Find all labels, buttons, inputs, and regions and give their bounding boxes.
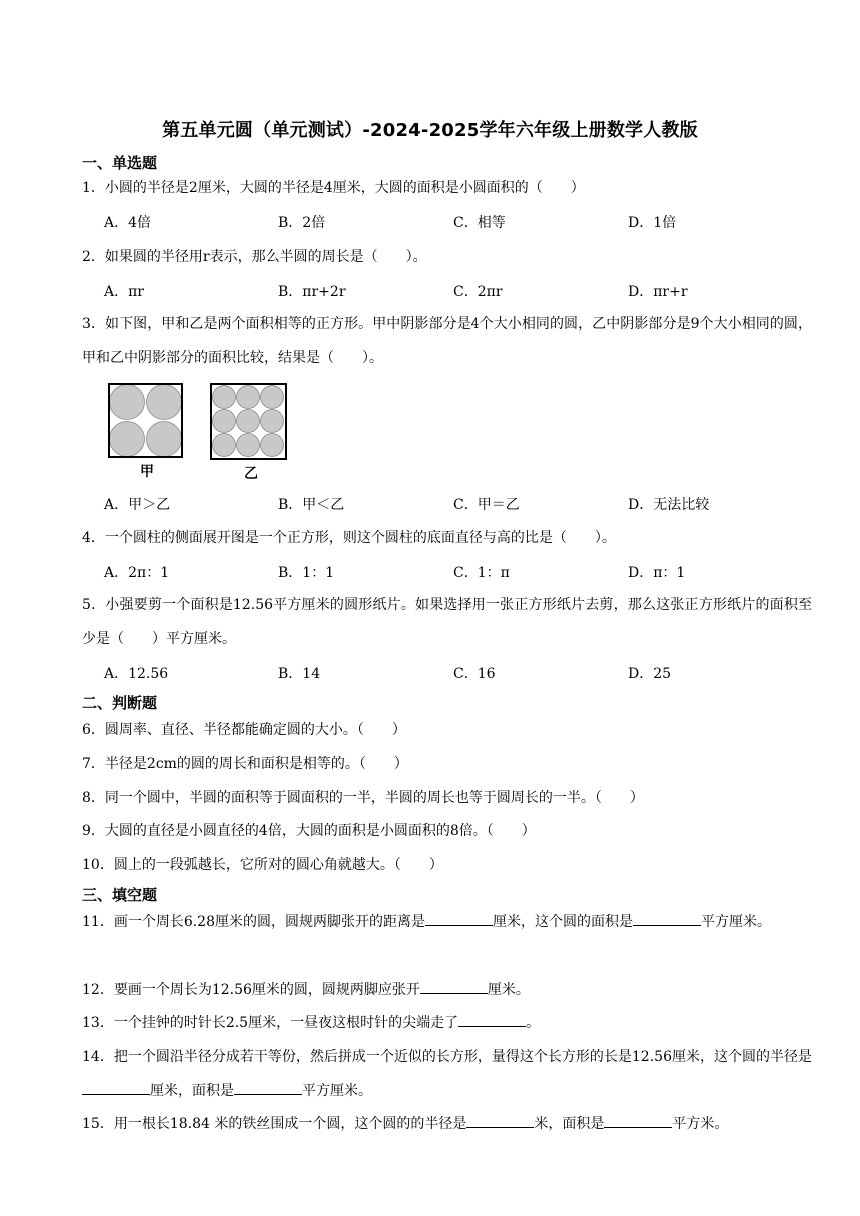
- option-d: D．无法比较: [628, 497, 710, 513]
- question-8: 8．同一个圆中，半圆的面积等于圆面积的一半，半圆的周长也等于圆周长的一半。（ ）: [82, 790, 644, 806]
- question-11-text-a: 11．画一个周长6.28厘米的圆，圆规两脚张开的距离是: [82, 914, 425, 930]
- circle: [237, 410, 260, 433]
- answer-blank[interactable]: [604, 1113, 672, 1128]
- option-a: A．甲＞乙: [104, 497, 171, 513]
- answer-blank[interactable]: [425, 911, 493, 926]
- question-11-text-c: 平方厘米。: [701, 914, 771, 930]
- square-jia: [109, 384, 182, 457]
- section-heading-fill-blank: 三、填空题: [82, 886, 158, 904]
- question-6: 6．圆周率、直径、半径都能确定圆的大小。（ ）: [82, 722, 406, 738]
- answer-blank[interactable]: [82, 1080, 150, 1095]
- section-heading-single-choice: 一、单选题: [82, 154, 158, 172]
- figure-label-jia: 甲: [140, 464, 154, 480]
- option-b: B．πr+2r: [278, 284, 346, 300]
- circle: [213, 434, 236, 457]
- question-12-text-a: 12．要画一个周长为12.56厘米的圆，圆规两脚应张开: [82, 982, 420, 998]
- option-c: C．相等: [453, 215, 506, 231]
- question-15-text-a: 15．用一根长18.84 米的铁丝围成一个圆，这个圆的的半径是: [82, 1116, 467, 1132]
- circle: [213, 410, 236, 433]
- square-yi-figure: [210, 383, 290, 463]
- circle: [147, 422, 182, 457]
- circle: [110, 385, 145, 420]
- circle: [237, 386, 260, 409]
- question-13: [82, 1012, 812, 1034]
- option-a: A．12.56: [104, 666, 169, 682]
- question-3: 3．如下图，甲和乙是两个面积相等的正方形。甲中阴影部分是4个大小相同的圆，乙中阴影部分是9个大小相同的圆，甲和乙中阴影部分的面积比较，结果是（ ）。: [82, 316, 812, 366]
- option-a: A．πr: [104, 284, 145, 300]
- option-b: B．1：1: [278, 565, 335, 581]
- option-b: B．2倍: [278, 215, 326, 231]
- question-2: 2．如果圆的半径用r表示，那么半圆的周长是（ ）。: [82, 249, 427, 265]
- circle: [261, 410, 284, 433]
- answer-blank[interactable]: [466, 1113, 534, 1128]
- option-d: D．1倍: [628, 215, 677, 231]
- question-4: 4．一个圆柱的侧面展开图是一个正方形，则这个圆柱的底面直径与高的比是（ ）。: [82, 530, 616, 546]
- figure-label-yi: 乙: [244, 466, 258, 482]
- question-9: 9．大圆的直径是小圆直径的4倍，大圆的面积是小圆面积的8倍。（ ）: [82, 823, 536, 839]
- page-title: 第五单元圆（单元测试）-2024-2025学年六年级上册数学人教版: [162, 120, 698, 141]
- option-a: A．2π：1: [104, 565, 170, 581]
- option-a: A．4倍: [104, 215, 152, 231]
- question-14-text-a: 14．把一个圆沿半径分成若干等份，然后拼成一个近似的长方形，量得这个长方形的长是12.56厘米，这个圆的半径是: [82, 1049, 812, 1065]
- option-c: C．1：π: [453, 565, 510, 581]
- option-b: B．甲＜乙: [278, 497, 345, 513]
- option-d: D．π：1: [628, 565, 686, 581]
- option-d: D．25: [628, 666, 672, 682]
- circle: [237, 434, 260, 457]
- question-13-text-b: 。: [526, 1015, 541, 1031]
- circle: [261, 386, 284, 409]
- option-c: C．甲＝乙: [453, 497, 520, 513]
- circle: [261, 434, 284, 457]
- question-15-text-c: 平方米。: [672, 1116, 729, 1132]
- question-1-options: [104, 212, 804, 234]
- answer-blank[interactable]: [420, 979, 488, 994]
- option-b: B．14: [278, 666, 321, 682]
- question-4-options: [104, 562, 804, 584]
- question-1: 1．小圆的半径是2厘米，大圆的半径是4厘米，大圆的面积是小圆面积的（ ）: [82, 180, 585, 196]
- question-12: [82, 979, 812, 1001]
- question-15-text-b: 米，面积是: [534, 1116, 605, 1132]
- question-7: 7．半径是2cm的圆的周长和面积是相等的。（ ）: [82, 756, 408, 772]
- answer-blank[interactable]: [633, 911, 701, 926]
- question-13-text-a: 13．一个挂钟的时针长2.5厘米，一昼夜这根时针的尖端走了: [82, 1015, 459, 1031]
- question-14-text-b: 厘米，面积是: [150, 1083, 234, 1099]
- option-d: D．πr+r: [628, 284, 688, 300]
- question-14-text-c: 平方厘米。: [302, 1083, 372, 1099]
- question-3-options: [104, 494, 804, 516]
- question-11: [82, 905, 812, 939]
- answer-blank[interactable]: [458, 1012, 526, 1027]
- answer-blank[interactable]: [234, 1080, 302, 1095]
- question-5-options: [104, 663, 804, 685]
- question-11-text-b: 厘米，这个圆的面积是: [493, 914, 633, 930]
- question-5: 5．小强要剪一个面积是12.56平方厘米的圆形纸片。如果选择用一张正方形纸片去剪，那么这张正方形纸片的面积至少是（ ）平方厘米。: [82, 597, 812, 647]
- circle: [110, 422, 145, 457]
- circle: [147, 385, 182, 420]
- section-heading-true-false: 二、判断题: [82, 694, 158, 712]
- circle: [213, 386, 236, 409]
- option-c: C．2πr: [453, 284, 503, 300]
- question-10: 10．圆上的一段弧越长，它所对的圆心角就越大。（ ）: [82, 857, 443, 873]
- question-12-text-b: 厘米。: [487, 982, 530, 998]
- question-14: [82, 1040, 812, 1108]
- question-2-options: [104, 281, 804, 303]
- option-c: C．16: [453, 666, 496, 682]
- question-15: [82, 1113, 812, 1135]
